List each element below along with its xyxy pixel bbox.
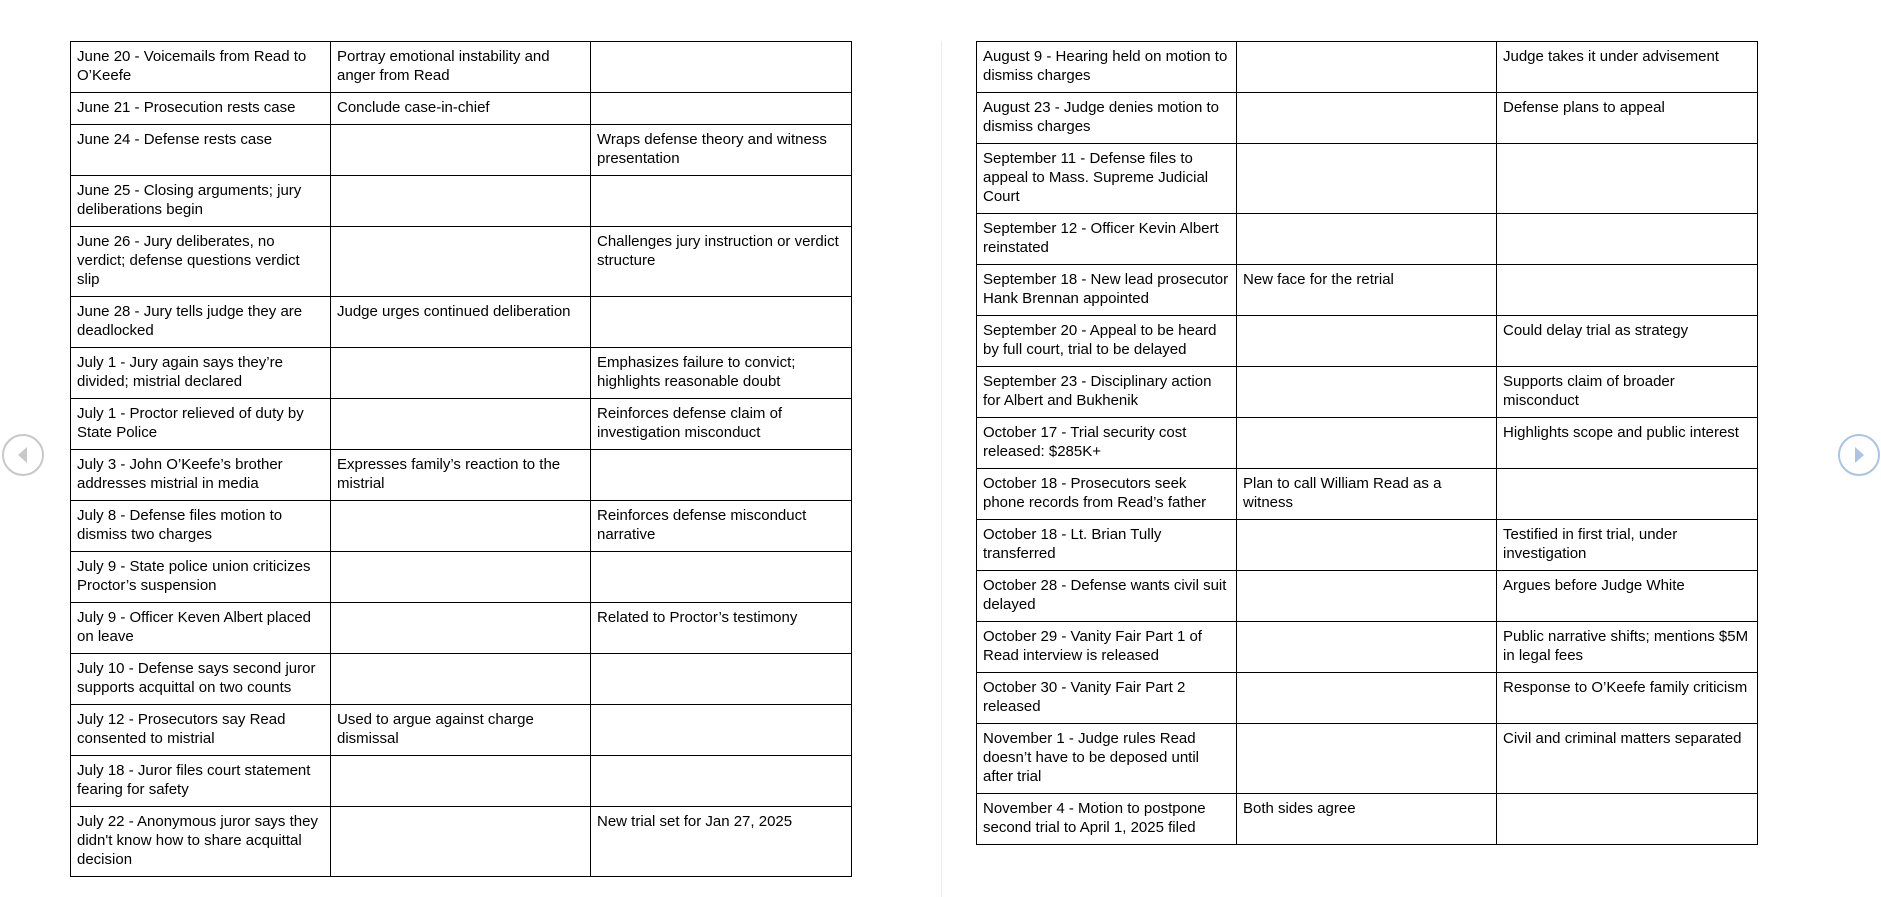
table-row — [71, 756, 852, 807]
table-row — [977, 469, 1758, 520]
prosecution-note-cell — [1237, 520, 1497, 571]
prosecution-note-cell — [1237, 673, 1497, 724]
event-cell: July 1 - Proctor relieved of duty by State Police — [71, 399, 331, 450]
defense-note-cell: Emphasizes failure to convict; highlights reasonable doubt — [591, 348, 852, 399]
prosecution-note-cell: Used to argue against charge dismissal — [331, 705, 591, 756]
table-row — [977, 724, 1758, 794]
table-row — [71, 399, 852, 450]
defense-note-cell: Reinforces defense claim of investigation misconduct — [591, 399, 852, 450]
table-row — [977, 794, 1758, 845]
defense-note-cell — [591, 297, 852, 348]
table-row — [71, 552, 852, 603]
left-page — [70, 41, 852, 877]
table-row — [977, 265, 1758, 316]
chevron-right-icon — [1851, 445, 1867, 465]
event-cell: September 23 - Disciplinary action for Albert and Bukhenik — [977, 367, 1237, 418]
prosecution-note-cell — [331, 399, 591, 450]
prosecution-note-cell — [1237, 571, 1497, 622]
defense-note-cell: New trial set for Jan 27, 2025 — [591, 807, 852, 877]
defense-note-cell — [591, 450, 852, 501]
table-row — [977, 214, 1758, 265]
prosecution-note-cell — [331, 176, 591, 227]
event-cell: June 28 - Jury tells judge they are deadlocked — [71, 297, 331, 348]
prosecution-note-cell: Both sides agree — [1237, 794, 1497, 845]
defense-note-cell: Related to Proctor’s testimony — [591, 603, 852, 654]
prosecution-note-cell — [331, 603, 591, 654]
event-cell: October 29 - Vanity Fair Part 1 of Read interview is released — [977, 622, 1237, 673]
defense-note-cell: Response to O’Keefe family criticism — [1497, 673, 1758, 724]
event-cell: July 8 - Defense files motion to dismiss two charges — [71, 501, 331, 552]
defense-note-cell: Could delay trial as strategy — [1497, 316, 1758, 367]
table-row — [71, 297, 852, 348]
timeline-table-left — [70, 41, 852, 877]
table-row — [977, 42, 1758, 93]
defense-note-cell: Argues before Judge White — [1497, 571, 1758, 622]
defense-note-cell: Reinforces defense misconduct narrative — [591, 501, 852, 552]
event-cell: September 18 - New lead prosecutor Hank Brennan appointed — [977, 265, 1237, 316]
table-row — [71, 348, 852, 399]
table-row — [977, 418, 1758, 469]
prosecution-note-cell: Plan to call William Read as a witness — [1237, 469, 1497, 520]
table-row — [71, 501, 852, 552]
table-row — [71, 654, 852, 705]
prosecution-note-cell — [331, 756, 591, 807]
prosecution-note-cell: Portray emotional instability and anger from Read — [331, 42, 591, 93]
event-cell: October 17 - Trial security cost released: $285K+ — [977, 418, 1237, 469]
prosecution-note-cell — [1237, 724, 1497, 794]
defense-note-cell: Civil and criminal matters separated — [1497, 724, 1758, 794]
defense-note-cell: Highlights scope and public interest — [1497, 418, 1758, 469]
defense-note-cell: Judge takes it under advisement — [1497, 42, 1758, 93]
event-cell: October 28 - Defense wants civil suit delayed — [977, 571, 1237, 622]
prosecution-note-cell — [331, 501, 591, 552]
prosecution-note-cell — [331, 125, 591, 176]
defense-note-cell — [1497, 469, 1758, 520]
event-cell: June 25 - Closing arguments; jury deliberations begin — [71, 176, 331, 227]
prosecution-note-cell — [331, 227, 591, 297]
defense-note-cell: Supports claim of broader misconduct — [1497, 367, 1758, 418]
page-divider — [941, 41, 942, 897]
defense-note-cell — [591, 756, 852, 807]
prosecution-note-cell — [331, 807, 591, 877]
table-row — [71, 227, 852, 297]
prosecution-note-cell — [1237, 42, 1497, 93]
table-row — [977, 367, 1758, 418]
prosecution-note-cell — [331, 552, 591, 603]
defense-note-cell — [591, 552, 852, 603]
prosecution-note-cell — [1237, 214, 1497, 265]
prosecution-note-cell — [1237, 418, 1497, 469]
table-row — [71, 603, 852, 654]
event-cell: June 26 - Jury deliberates, no verdict; defense questions verdict slip — [71, 227, 331, 297]
event-cell: November 1 - Judge rules Read doesn’t have to be deposed until after trial — [977, 724, 1237, 794]
defense-note-cell: Defense plans to appeal — [1497, 93, 1758, 144]
prosecution-note-cell — [1237, 367, 1497, 418]
prosecution-note-cell: Judge urges continued deliberation — [331, 297, 591, 348]
event-cell: November 4 - Motion to postpone second trial to April 1, 2025 filed — [977, 794, 1237, 845]
defense-note-cell: Wraps defense theory and witness presentation — [591, 125, 852, 176]
event-cell: July 22 - Anonymous juror says they didn't know how to share acquittal decision — [71, 807, 331, 877]
prosecution-note-cell: Expresses family’s reaction to the mistrial — [331, 450, 591, 501]
table-row — [71, 450, 852, 501]
event-cell: July 3 - John O’Keefe’s brother addresses mistrial in media — [71, 450, 331, 501]
event-cell: July 10 - Defense says second juror supports acquittal on two counts — [71, 654, 331, 705]
table-row — [977, 673, 1758, 724]
event-cell: October 18 - Prosecutors seek phone records from Read’s father — [977, 469, 1237, 520]
event-cell: July 9 - State police union criticizes Proctor’s suspension — [71, 552, 331, 603]
timeline-table-right — [976, 41, 1758, 845]
defense-note-cell — [1497, 214, 1758, 265]
table-row — [977, 520, 1758, 571]
chevron-left-icon — [15, 445, 31, 465]
event-cell: October 18 - Lt. Brian Tully transferred — [977, 520, 1237, 571]
prosecution-note-cell — [331, 348, 591, 399]
defense-note-cell — [1497, 144, 1758, 214]
table-row — [71, 125, 852, 176]
table-row — [71, 705, 852, 756]
defense-note-cell — [591, 93, 852, 125]
event-cell: September 12 - Officer Kevin Albert reinstated — [977, 214, 1237, 265]
defense-note-cell — [591, 42, 852, 93]
defense-note-cell — [591, 654, 852, 705]
event-cell: September 11 - Defense files to appeal to Mass. Supreme Judicial Court — [977, 144, 1237, 214]
event-cell: October 30 - Vanity Fair Part 2 released — [977, 673, 1237, 724]
defense-note-cell — [1497, 794, 1758, 845]
prosecution-note-cell: Conclude case-in-chief — [331, 93, 591, 125]
event-cell: August 23 - Judge denies motion to dismiss charges — [977, 93, 1237, 144]
next-page-button[interactable] — [1838, 434, 1880, 476]
event-cell: June 20 - Voicemails from Read to O’Keefe — [71, 42, 331, 93]
prosecution-note-cell — [1237, 622, 1497, 673]
table-row — [71, 42, 852, 93]
table-row — [71, 807, 852, 877]
event-cell: June 24 - Defense rests case — [71, 125, 331, 176]
table-row — [71, 176, 852, 227]
event-cell: July 9 - Officer Keven Albert placed on leave — [71, 603, 331, 654]
event-cell: July 1 - Jury again says they’re divided; mistrial declared — [71, 348, 331, 399]
table-row — [977, 571, 1758, 622]
table-row — [977, 316, 1758, 367]
table-row — [977, 93, 1758, 144]
prosecution-note-cell: New face for the retrial — [1237, 265, 1497, 316]
right-page — [976, 41, 1758, 845]
previous-page-button[interactable] — [2, 434, 44, 476]
event-cell: September 20 - Appeal to be heard by full court, trial to be delayed — [977, 316, 1237, 367]
table-row — [977, 144, 1758, 214]
table-row — [977, 622, 1758, 673]
prosecution-note-cell — [331, 654, 591, 705]
defense-note-cell — [591, 705, 852, 756]
table-row — [71, 93, 852, 125]
defense-note-cell — [591, 176, 852, 227]
defense-note-cell — [1497, 265, 1758, 316]
defense-note-cell: Testified in first trial, under investigation — [1497, 520, 1758, 571]
event-cell: July 12 - Prosecutors say Read consented to mistrial — [71, 705, 331, 756]
event-cell: June 21 - Prosecution rests case — [71, 93, 331, 125]
prosecution-note-cell — [1237, 93, 1497, 144]
prosecution-note-cell — [1237, 316, 1497, 367]
prosecution-note-cell — [1237, 144, 1497, 214]
event-cell: August 9 - Hearing held on motion to dismiss charges — [977, 42, 1237, 93]
defense-note-cell: Public narrative shifts; mentions $5M in legal fees — [1497, 622, 1758, 673]
event-cell: July 18 - Juror files court statement fearing for safety — [71, 756, 331, 807]
defense-note-cell: Challenges jury instruction or verdict structure — [591, 227, 852, 297]
